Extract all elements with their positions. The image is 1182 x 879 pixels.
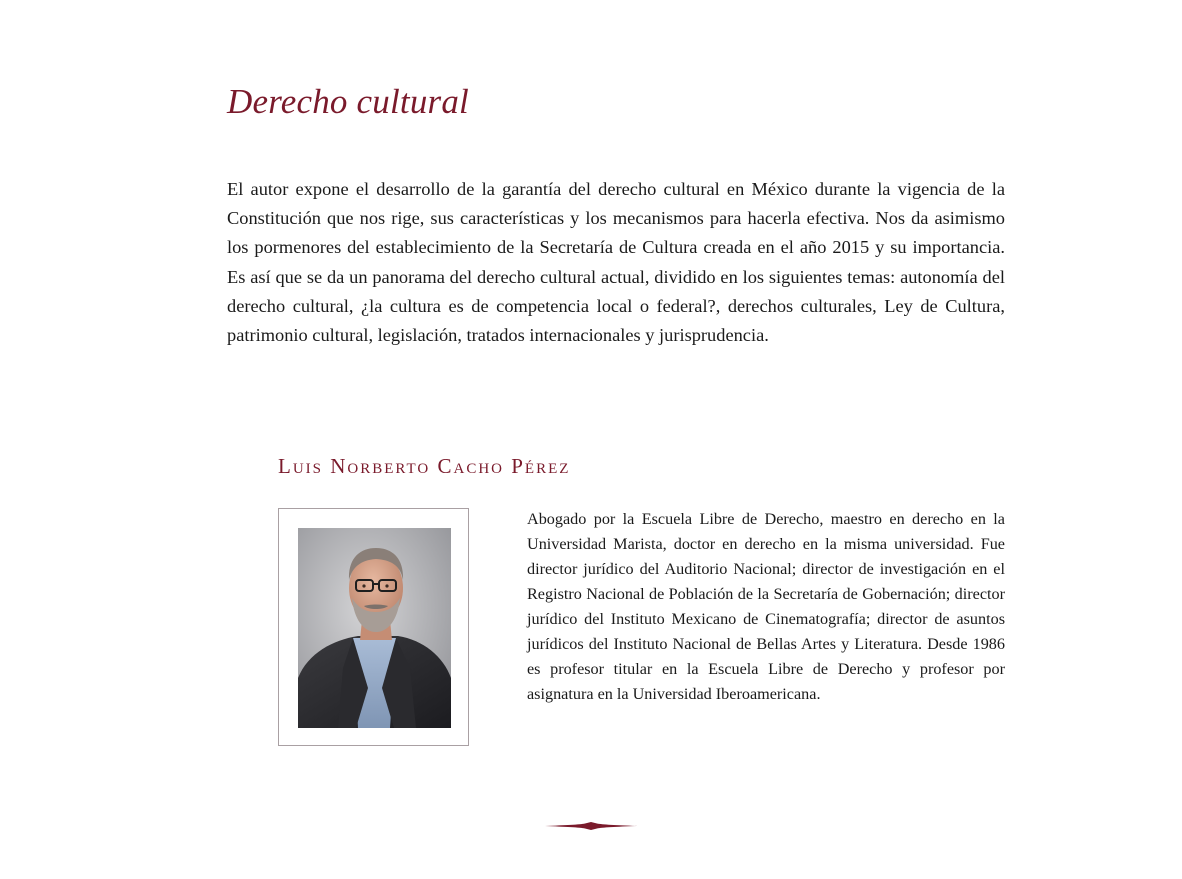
author-photo-frame xyxy=(278,508,469,746)
author-name: Luis Norberto Cacho Pérez xyxy=(278,454,571,478)
synopsis-paragraph: El autor expone el desarrollo de la garantía del derecho cultural en México durante la vigencia de la Constitución que nos rige, sus características y los mecanismos para hacerla efectiva. Nos da asimismo los pormenores del establecimiento de la Secretaría de Cultura creada en el año 2015 y su importancia. Es así que se da un panorama del derecho cultural actual, dividido en los siguientes temas: autonomía del derecho cultural, ¿la cultura es de competencia local o federal?, derechos culturales, Ley de Cultura, patrimonio cultural, legislación, tratados internacionales y jurisprudencia. xyxy=(227,179,1005,346)
author-bio: Abogado por la Escuela Libre de Derecho, maestro en derecho en la Universidad Marista, doctor en derecho en la misma universidad. Fue director jurídico del Auditorio Nacional; director de investigación en el Registro Nacional de Población de la Secretaría de Gobernación; director jurídico del Instituto Mexicano de Cinematografía; director de asuntos jurídicos del Instituto Nacional de Bellas Artes y Literatura. Desde 1986 es profesor titular en la Escuela Libre de Derecho y profesor por asignatura en la Universidad Iberoamericana. xyxy=(527,510,1005,703)
ornament-divider-icon xyxy=(545,820,637,832)
page-title: Derecho cultural xyxy=(227,82,469,121)
author-photo xyxy=(298,528,451,728)
